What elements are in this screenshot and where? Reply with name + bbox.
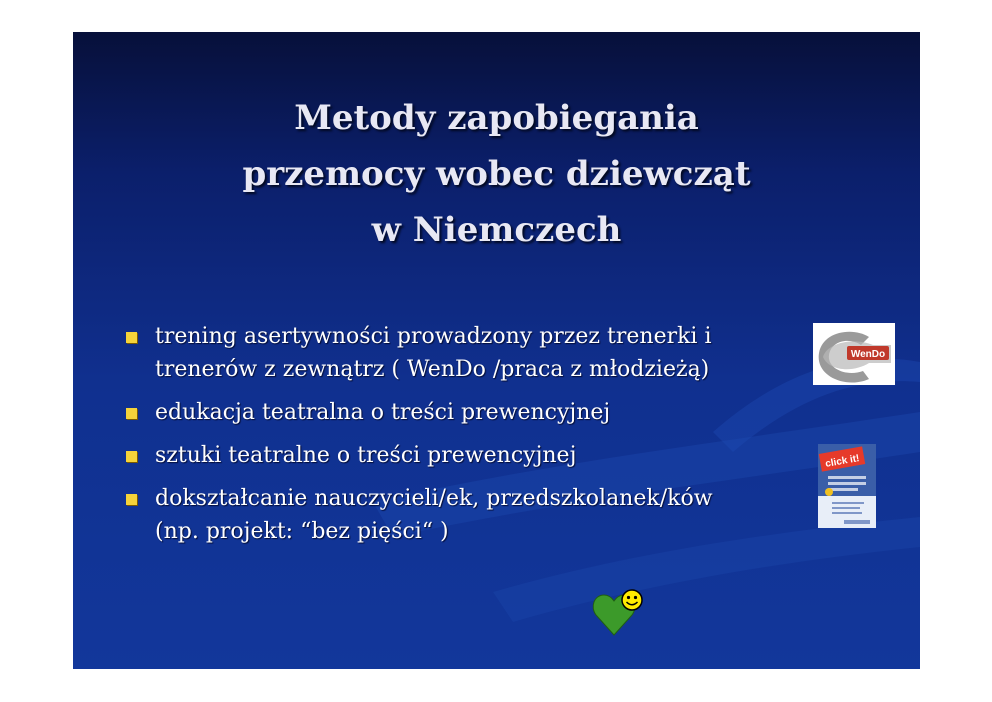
list-item (123, 320, 823, 386)
title-line-1: Metody zapobiegania (294, 98, 699, 138)
list-item (123, 439, 823, 472)
bullet-square-icon (126, 332, 137, 343)
heart-smiley-icon (592, 589, 648, 639)
bullet-text: trening asertywności prowadzony przez trenerki i (155, 324, 712, 349)
bullet-text: edukacja teatralna o treści prewencyjnej (155, 400, 611, 425)
wendo-logo-text: WenDo (850, 349, 886, 360)
click-it-poster-image (818, 444, 876, 528)
bullet-list (123, 320, 823, 558)
bullet-text: dokształcanie nauczycieli/ek, przedszkolanek/ków (155, 486, 713, 511)
slide-title (73, 90, 920, 258)
list-item (123, 396, 823, 429)
bullet-text-continued: (np. projekt: “bez pięści“ ) (155, 519, 449, 544)
click-it-logo-text: click it! (824, 453, 861, 470)
title-line-2: przemocy wobec dziewcząt (242, 154, 751, 194)
bullet-square-icon (126, 451, 137, 462)
bullet-square-icon (126, 494, 137, 505)
wendo-logo-image (813, 323, 895, 385)
bullet-text: sztuki teatralne o treści prewencyjnej (155, 443, 577, 468)
title-line-3: w Niemczech (371, 210, 622, 250)
slide (73, 32, 920, 669)
bullet-text-continued: trenerów z zewnątrz ( WenDo /praca z młodzieżą) (155, 357, 710, 382)
list-item (123, 482, 823, 548)
bullet-square-icon (126, 408, 137, 419)
